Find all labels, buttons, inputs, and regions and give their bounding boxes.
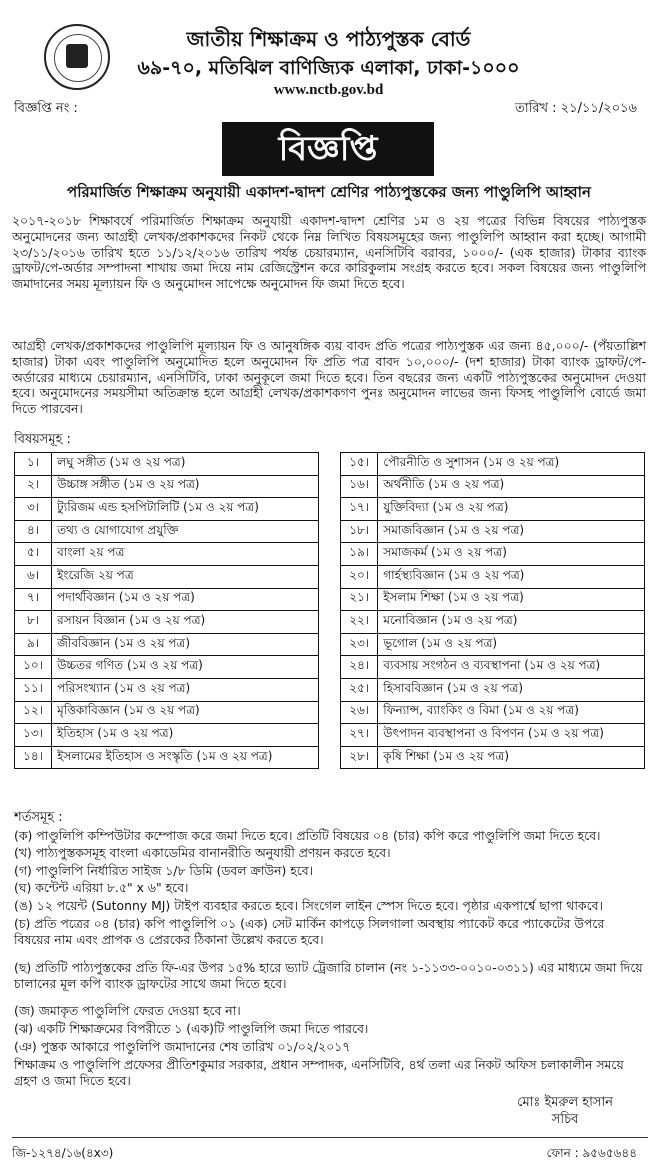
subject-name: সমাজকর্ম (১ম ও ২য় পত্র)	[378, 543, 645, 566]
column-gap	[318, 475, 340, 498]
condition-item: (ঝ) একটি শিক্ষাক্রমের বিপরীতে ১ (এক)টি পাণ্ডুলিপি জমা দিতে পারবে।	[14, 1021, 369, 1036]
subject-name: যুক্তিবিদ্যা (১ম ও ২য় পত্র)	[378, 498, 645, 521]
subject-name: গার্হস্থ্যবিজ্ঞান (১ম ও ২য় পত্র)	[378, 565, 645, 588]
condition-item: শিক্ষাক্রম ও পাণ্ডুলিপি প্রফেসর প্রীতিশকুমার সরকার, প্রধান সম্পাদক, এনসিটিবি, ৪র্থ তলা এর নিকট অফিস চলাকালীন সময়ে গ্রহণ ও জমা দিতে হবে।	[14, 1057, 624, 1088]
notice-date: তারিখ : ২১/১১/২০১৬	[515, 101, 637, 116]
subject-number: ৯।	[15, 633, 52, 656]
subject-number: ১।	[15, 453, 52, 476]
table-row	[15, 724, 645, 747]
subject-number: ২৫।	[341, 678, 378, 701]
subject-number: ৮।	[15, 611, 52, 634]
condition-item: (ঙ) ১২ পয়েন্ট (Sutonny MJ) টাইপ ব্যবহার করতে হবে। সিংগেল লাইন স্পেস দিতে হবে। পৃষ্ঠার একপার্শ্বে ছাপা থাকবে।	[14, 898, 603, 913]
conditions-heading: শর্তসমূহ :	[14, 810, 63, 825]
subject-name: ব্যবসায় সংগঠন ও ব্যবস্থাপনা (১ম ও ২য় পত্র)	[378, 656, 645, 679]
subject-name: ইতিহাস (১ম ও ২য় পত্র)	[52, 724, 319, 747]
table-row	[15, 520, 645, 543]
subject-number: ৬।	[15, 565, 52, 588]
subject-name: সমাজবিজ্ঞান (১ম ও ২য় পত্র)	[378, 520, 645, 543]
column-gap	[318, 746, 340, 769]
condition-item: (চ) প্রতি পত্রের ০৪ (চার) কপি পাণ্ডুলিপি ০১ (এক) সেট মার্কিন কাপড়ে সিলগালা অবস্থায় প্যাকেট করে প্যাকেটের উপরে বিষয়ের নাম এবং প্রাপক ও প্রেরকের ঠিকানা উল্লেখ করতে হবে।	[14, 916, 605, 947]
subject-number: ৩।	[15, 498, 52, 521]
column-gap	[318, 611, 340, 634]
notice-subject: পরিমার্জিত শিক্ষাক্রম অনুযায়ী একাদশ-দ্বাদশ শ্রেণির পাঠ্যপুস্তকের জন্য পাণ্ডুলিপি আহ্বান	[67, 183, 591, 201]
signature-block	[517, 1094, 613, 1128]
condition-item: (জ) জমাকৃত পাণ্ডুলিপি ফেরত দেওয়া হবে না।	[14, 1003, 241, 1018]
subject-number: ২৬।	[341, 701, 378, 724]
table-row	[15, 656, 645, 679]
subject-name: কৃষি শিক্ষা (১ম ও ২য় পত্র)	[378, 746, 645, 769]
table-row	[15, 565, 645, 588]
subject-number: ১২।	[15, 701, 52, 724]
condition-item: (খ) পাঠ্যপুস্তকসমূহ বাংলা একাডেমির বানানরীতি অনুযায়ী প্রণয়ন করতে হবে।	[14, 845, 391, 860]
subject-number: ২।	[15, 475, 52, 498]
subject-name: উৎপাদন ব্যবস্থাপনা ও বিপণন (১ম ও ২য় পত্র)	[378, 724, 645, 747]
subject-number: ২৮।	[341, 746, 378, 769]
signer-title: সচিব	[551, 1112, 579, 1127]
column-gap	[318, 724, 340, 747]
column-gap	[318, 633, 340, 656]
column-gap	[318, 520, 340, 543]
subject-number: ২২।	[341, 611, 378, 634]
subject-name: তথ্য ও যোগাযোগ প্রযুক্তি	[52, 520, 319, 543]
table-row	[15, 678, 645, 701]
table-row	[15, 453, 645, 476]
subject-name: ফিন্যান্স, ব্যাংকিং ও বিমা (১ম ও ২য় পত্র)	[378, 701, 645, 724]
subject-name: উচ্চাঙ্গ সঙ্গীত (১ম ও ২য় পত্র)	[52, 475, 319, 498]
condition-item: (ঞ) পুস্তক আকারে পাণ্ডুলিপি জমাদানের শেষ তারিখ ০১/০২/২০১৭	[14, 1039, 351, 1054]
signer-name: মোঃ ইমরুল হাসান	[517, 1095, 613, 1110]
column-gap	[318, 588, 340, 611]
table-row	[15, 588, 645, 611]
column-gap	[318, 453, 340, 476]
subject-name: পদার্থবিজ্ঞান (১ম ও ২য় পত্র)	[52, 588, 319, 611]
subject-name: পরিসংখ্যান (১ম ও ২য় পত্র)	[52, 678, 319, 701]
column-gap	[318, 565, 340, 588]
subject-number: ৭।	[15, 588, 52, 611]
subject-name: ট্যুরিজম এন্ড হসপিটালিটি (১ম ও ২য় পত্র)	[52, 498, 319, 521]
subject-number: ২৩।	[341, 633, 378, 656]
condition-item: (ক) পাণ্ডুলিপি কম্পিউটার কম্পোজ করে জমা দিতে হবে। প্রতিটি বিষয়ের ০৪ (চার) কপি করে পাণ্ডুলিপি জমা দিতে হবে।	[14, 828, 601, 843]
subject-name: বাংলা ২য় পত্র	[52, 543, 319, 566]
table-row	[15, 611, 645, 634]
subject-number: ১১।	[15, 678, 52, 701]
subjects-heading: বিষয়সমূহ :	[14, 432, 71, 447]
website-link[interactable]: www.nctb.gov.bd	[273, 82, 384, 98]
subject-number: ২৪।	[341, 656, 378, 679]
subject-number: ২৭।	[341, 724, 378, 747]
subject-name: মৃত্তিকাবিজ্ঞান (১ম ও ২য় পত্র)	[52, 701, 319, 724]
subject-name: ভূগোল (১ম ও ২য় পত্র)	[378, 633, 645, 656]
org-address: ৬৯-৭০, মতিঝিল বাণিজ্যিক এলাকা, ঢাকা-১০০০	[137, 57, 520, 79]
subject-number: ২১।	[341, 588, 378, 611]
subject-name: ইসলামের ইতিহাস ও সংস্কৃতি (১ম ও ২য় পত্র)	[52, 746, 319, 769]
condition-item: (গ) পাণ্ডুলিপি নির্ধারিত সাইজ ১/৮ ডিমি (ডবল ক্রাউন) হবে।	[14, 863, 314, 878]
subject-name: ইসলাম শিক্ষা (১ম ও ২য় পত্র)	[378, 588, 645, 611]
column-gap	[318, 656, 340, 679]
table-row	[15, 746, 645, 769]
subject-name: রসায়ন বিজ্ঞান (১ম ও ২য় পত্র)	[52, 611, 319, 634]
footer-divider	[12, 1137, 648, 1138]
subject-name: জীববিজ্ঞান (১ম ও ২য় পত্র)	[52, 633, 319, 656]
subject-name: উচ্চতর গণিত (১ম ও ২য় পত্র)	[52, 656, 319, 679]
subject-number: ১০।	[15, 656, 52, 679]
subject-name: ইংরেজি ২য় পত্র	[52, 565, 319, 588]
subject-number: ১৬।	[341, 475, 378, 498]
column-gap	[318, 498, 340, 521]
subject-name: পৌরনীতি ও সুশাসন (১ম ও ২য় পত্র)	[378, 453, 645, 476]
phone-number: ফোন : ৯৫৬৫৬৪৪	[546, 1146, 637, 1160]
fee-paragraph: আগ্রহী লেখক/প্রকাশকদের পাণ্ডুলিপি মূল্যায়ন ফি ও আনুষঙ্গিক ব্যয় বাবদ প্রতি পত্রের পাঠ্যপুস্তক এর জন্য ৪৫,০০০/- (পঁয়তাল্লিশ হাজার) টাকা এবং পাণ্ডুলিপি অনুমোদিত হলে অনুমোদন ফি প্রতি পত্র বাবদ ১০,০০০/- (দশ হাজার) টাকা ব্যাংক ড্রাফট/পে-অর্ডারের মাধ্যমে চেয়ারম্যান, এনসিটিবি, ঢাকা অনুকূলে জমা দিতে হবে। তিন বছরের জন্য একটি পাঠ্যপুস্তকের অনুমোদন দেওয়া হবে। অনুমোদনের সময়সীমা অতিক্রান্ত হলে আগ্রহী লেখক/প্রকাশকগণ পুনঃ অনুমোদন লাভের জন্য ফিসহ পাণ্ডুলিপি বোর্ডে জমা দিতে পারবেন।	[12, 338, 646, 417]
subject-name: অর্থনীতি (১ম ও ২য় পত্র)	[378, 475, 645, 498]
subjects-table	[14, 452, 645, 769]
subject-number: ১৫।	[341, 453, 378, 476]
column-gap	[318, 678, 340, 701]
org-name: জাতীয় শিক্ষাক্রম ও পাঠ্যপুস্তক বোর্ড	[186, 27, 471, 51]
reference-code: জি-১২৭৪/১৬(৪x৩)	[12, 1146, 114, 1160]
subject-number: ১৩।	[15, 724, 52, 747]
table-row	[15, 701, 645, 724]
column-gap	[318, 543, 340, 566]
subject-number: ৫।	[15, 543, 52, 566]
table-row	[15, 475, 645, 498]
subject-name: মনোবিজ্ঞান (১ম ও ২য় পত্র)	[378, 611, 645, 634]
subject-name: লঘু সঙ্গীত (১ম ও ২য় পত্র)	[52, 453, 319, 476]
table-row	[15, 543, 645, 566]
subject-number: ১৮।	[341, 520, 378, 543]
subject-number: ২০।	[341, 565, 378, 588]
condition-item: (ঘ) কন্টেন্ট এরিয়া ৮.৫" x ৬" হবে।	[14, 880, 189, 895]
column-gap	[318, 701, 340, 724]
notice-banner: বিজ্ঞপ্তি	[222, 122, 434, 176]
condition-item: (ছ) প্রতিটি পাঠ্যপুস্তকের প্রতি ফি-এর উপর ১৫% হারে ভ্যাট ট্রেজারি চালান (নং ১-১১৩৩-০০১০-০৩১১) এর মাধ্যমে জমা দিয়ে চালানের মূল কপি ব্যাংক ড্রাফটের সাথে জমা দিতে হবে।	[14, 960, 643, 991]
table-row	[15, 633, 645, 656]
subject-number: ৪।	[15, 520, 52, 543]
subject-name: হিসাববিজ্ঞান (১ম ও ২য় পত্র)	[378, 678, 645, 701]
intro-paragraph: ২০১৭-২০১৮ শিক্ষাবর্ষে পরিমার্জিত শিক্ষাক্রম অনুযায়ী একাদশ-দ্বাদশ শ্রেণির ১ম ও ২য় পত্রের বিভিন্ন বিষয়ের পাঠ্যপুস্তক অনুমোদনের জন্য আগ্রহী লেখক/প্রকাশকদের নিকট থেকে নিম্ন লিখিত বিষয়সমূহের জন্য পাণ্ডুলিপি আহ্বান করা হচ্ছে। আগামী ২৩/১১/২০১৬ তারিখ হতে ১১/১২/২০১৬ তারিখ পর্যন্ত চেয়ারম্যান, এনসিটিবি বরাবর, ১০০০/- (এক হাজার) টাকার ব্যাংক ড্রাফট/পে-অর্ডার সম্পাদনা শাখায় জমা দিয়ে নাম রেজিস্ট্রেশন করে কারিকুলাম সংগ্রহ করতে হবে। সকল বিষয়ের জন্য পাণ্ডুলিপি জমাদানের সময় মূল্যায়ন ফি ও অনুমোদন সাপেক্ষে অনুমোদন ফি জমা দিতে হবে।	[12, 213, 646, 292]
subject-number: ১৭।	[341, 498, 378, 521]
subject-number: ১৪।	[15, 746, 52, 769]
table-row	[15, 498, 645, 521]
subject-number: ১৯।	[341, 543, 378, 566]
notice-number-label: বিজ্ঞপ্তি নং :	[14, 101, 78, 116]
